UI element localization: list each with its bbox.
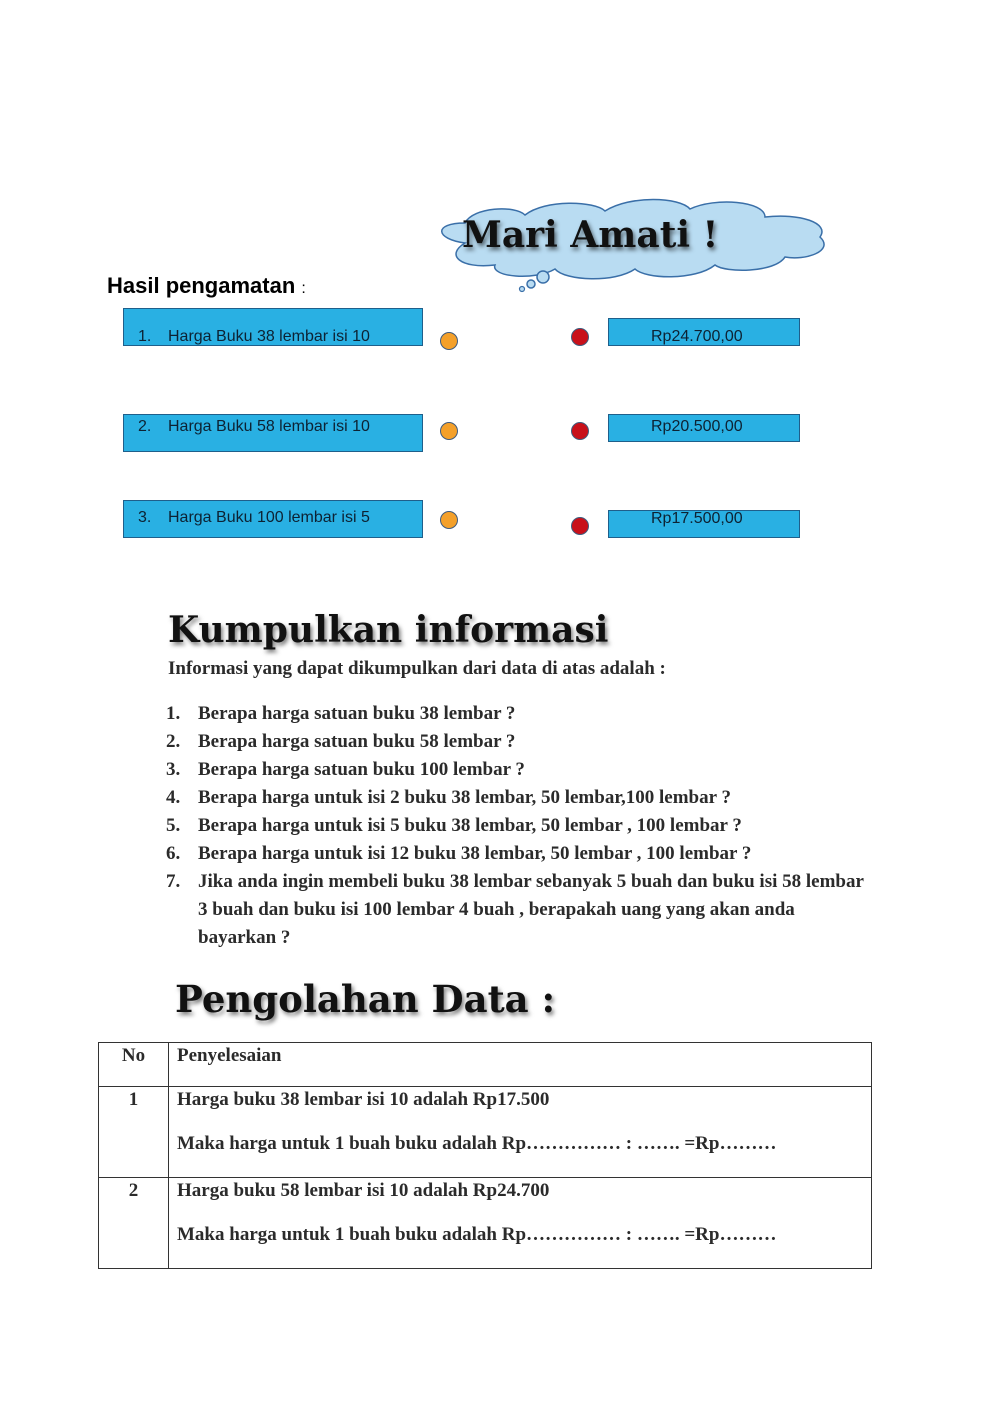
price-text: Rp17.500,00 [651,510,743,527]
list-item [166,812,876,840]
question-list [166,700,876,952]
row-solution [169,1178,872,1269]
question-number: 5. [166,815,181,836]
solution-line-2[interactable]: Maka harga untuk 1 buah buku adalah Rp…………… : ……. =Rp……… [177,1224,777,1245]
list-item [166,784,876,812]
item-box-2[interactable] [123,414,423,452]
question-number: 7. [166,871,181,892]
row-number: 2 [99,1178,169,1269]
observation-label-text: Hasil pengamatan [107,273,296,298]
connector-dot-right-1[interactable] [571,328,589,346]
list-item [166,728,876,756]
item-number: 3. [138,509,152,526]
solution-line-1: Harga buku 58 lembar isi 10 adalah Rp24.700 [177,1180,550,1201]
solution-line-1: Harga buku 38 lembar isi 10 adalah Rp17.500 [177,1089,550,1110]
price-box-3[interactable] [608,510,800,538]
list-item [166,700,876,728]
question-number: 2. [166,731,181,752]
solution-line-2[interactable]: Maka harga untuk 1 buah buku adalah Rp…………… : ……. =Rp……… [177,1133,777,1154]
item-number: 2. [138,418,152,435]
item-text: Harga Buku 38 lembar isi 10 [168,328,370,345]
row-solution [169,1087,872,1178]
item-text: Harga Buku 58 lembar isi 10 [168,418,370,435]
processing-heading: Pengolahan Data : [175,977,556,1021]
question-text: Jika anda ingin membeli buku 38 lembar sebanyak 5 buah dan buku isi 58 lembar 3 buah dan buku isi 100 lembar 4 buah , berapakah uang yang akan anda bayarkan ? [198,871,864,948]
item-number: 1. [138,328,152,345]
observation-label-colon: : [301,280,306,297]
question-number: 3. [166,759,181,780]
price-text: Rp20.500,00 [651,418,743,435]
table-row [99,1178,872,1269]
observation-label [107,273,306,299]
question-number: 6. [166,843,181,864]
list-item [166,756,876,784]
price-box-2[interactable] [608,414,800,442]
column-header-no: No [99,1043,169,1087]
question-text: Berapa harga satuan buku 38 lembar ? [198,703,516,724]
question-number: 4. [166,787,181,808]
row-number: 1 [99,1087,169,1178]
list-item [166,840,876,868]
connector-dot-right-3[interactable] [571,517,589,535]
item-text: Harga Buku 100 lembar isi 5 [168,509,370,526]
question-text: Berapa harga satuan buku 100 lembar ? [198,759,525,780]
price-box-1[interactable] [608,318,800,346]
connector-dot-left-3[interactable] [440,511,458,529]
question-text: Berapa harga untuk isi 12 buku 38 lembar, 50 lembar , 100 lembar ? [198,843,752,864]
column-header-solution: Penyelesaian [169,1043,872,1087]
table-header-row [99,1043,872,1087]
item-box-3[interactable] [123,500,423,538]
list-item [166,868,876,952]
question-text: Berapa harga untuk isi 2 buku 38 lembar, 50 lembar,100 lembar ? [198,787,731,808]
item-box-1[interactable] [123,308,423,346]
cloud-title: Mari Amati ! [462,214,719,256]
processing-table [98,1042,872,1269]
question-text: Berapa harga satuan buku 58 lembar ? [198,731,516,752]
info-heading: Kumpulkan informasi [168,609,609,651]
connector-dot-left-2[interactable] [440,422,458,440]
table-row [99,1087,872,1178]
question-number: 1. [166,703,181,724]
price-text: Rp24.700,00 [651,328,743,345]
question-text: Berapa harga untuk isi 5 buku 38 lembar, 50 lembar , 100 lembar ? [198,815,742,836]
info-intro: Informasi yang dapat dikumpulkan dari data di atas adalah : [168,658,666,679]
connector-dot-right-2[interactable] [571,422,589,440]
connector-dot-left-1[interactable] [440,332,458,350]
